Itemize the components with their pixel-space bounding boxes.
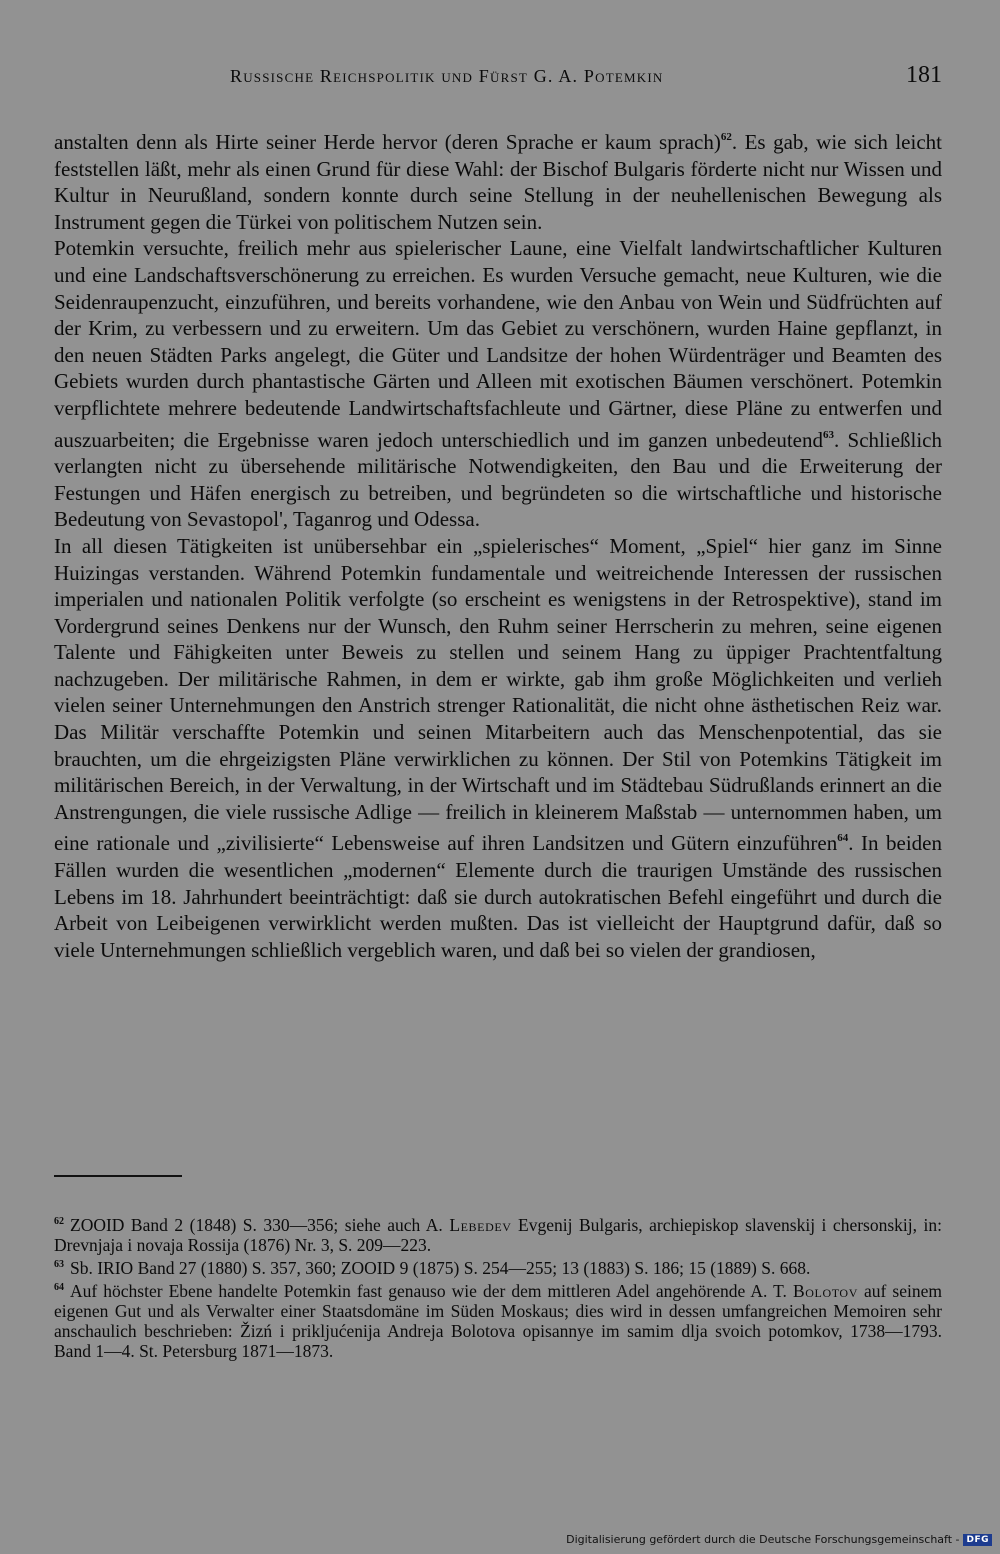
footnote-63-text: Sb. IRIO Band 27 (1880) S. 357, 360; ZOOID 9 (1875) S. 254—255; 13 (1883) S. 186; 15 (1889) S. 668.	[70, 1258, 811, 1278]
paragraph-2-text-a: Potemkin versuchte, freilich mehr aus spielerischer Laune, eine Vielfalt landwirtschaftlicher Kulturen und eine Landschaftsverschönerung zu erreichen. Es wurden Versuche gemacht, neue Kulturen, wie die Seidenraupenzucht, einzuführen, und bereits vorhandene, wie den Anbau von Wein und Südfrüchten auf der Krim, zu verbessern und zu erweitern. Um das Gebiet zu verschönern, wurden Haine gepflanzt, in den neuen Städten Parks angelegt, die Güter und Landsitze der hohen Würdenträger und Beamten des Gebiets wurden durch phantastische Gärten und Alleen mit exotischen Bäumen verschönert. Potemkin verpflichtete mehrere bedeutende Landwirtschaftsfachleute und Gärtner, diese Pläne zu entwerfen und auszuarbeiten; die Ergebnisse waren jedoch unterschiedlich und im ganzen unbedeutend	[54, 236, 942, 452]
page-number: 181	[906, 62, 942, 88]
footnote-ref-63[interactable]: 63	[823, 428, 835, 441]
footnote-ref-64[interactable]: 64	[837, 832, 849, 845]
paragraph-3-text-b: . In beiden Fällen wurden die wesentlichen „modernen“ Elemente durch die traurigen Umstände des russischen Lebens im 18. Jahrhundert beeinträchtigt: daß sie durch autokratischen Befehl eingeführt und durch die Arbeit von Leibeigenen verwirklicht werden mußten. Das ist vielleicht der Hauptgrund dafür, daß so viele Unternehmungen schließlich vergeblich waren, und daß bei so vielen der grandiosen,	[54, 831, 942, 962]
body-text	[54, 124, 942, 963]
footnote-separator	[54, 1175, 182, 1177]
footnotes	[54, 1212, 942, 1361]
footnote-64-author: Bolotov	[792, 1281, 858, 1301]
running-head: Russische Reichspolitik und Fürst G. A. Potemkin	[230, 66, 664, 86]
paragraph-3-text-a: In all diesen Tätigkeiten ist unübersehbar ein „spielerisches“ Moment, „Spiel“ hier ganz im Sinne Huizingas verstanden. Während Potemkin fundamentale und weitreichende Interessen der russischen imperialen und nationalen Politik verfolgte (so erscheint es wenigstens in der Retrospektive), stand im Vordergrund seines Denkens nur der Wunsch, den Ruhm seiner Herrscherin zu mehren, seine eigenen Talente und Fähigkeiten unter Beweis zu stellen und seinem Hang zu üppiger Prachtentfaltung nachzugeben. Der militärische Rahmen, in dem er wirkte, gab ihm große Möglichkeiten und verlieh vielen seiner Unternehmungen den Anstrich strenger Rationalität, die nicht ohne ästhetischen Reiz war. Das Militär verschaffte Potemkin und seinen Mitarbeitern auch das Menschenpotential, das sie brauchten, um die ehrgeizigsten Pläne verwirklichen zu können. Der Stil von Potemkins Tätigkeit im militärischen Bereich, in der Verwaltung, in der Wirtschaft und im Städtebau Südrußlands erinnert an die Anstrengungen, die viele russische Adlige — freilich in kleinerem Maßstab — unternommen haben, um eine rationale und „zivilisierte“ Lebensweise auf ihren Landsitzen und Gütern einzuführen	[54, 533, 942, 856]
page-header	[54, 62, 942, 96]
footnote-63	[54, 1255, 942, 1278]
paragraph-1-text-b: . Es gab, wie sich leicht feststellen läßt, mehr als einen Grund für diese Wahl: der Bischof Bulgaris förderte nicht nur Wissen und Kultur in Neurußland, sondern konnte durch seine Stellung in der neuhellenischen Bewegung als Instrument gegen die Türkei von politischem Nutzen sein.	[54, 130, 942, 234]
footnote-mark-63: 63	[54, 1259, 64, 1270]
footnote-mark-64: 64	[54, 1282, 64, 1293]
paragraph-1-text-a: anstalten denn als Hirte seiner Herde hervor (deren Sprache er kaum sprach)	[54, 130, 721, 154]
footnote-62-text-b: Evgenij Bulgaris, archiepiskop slavenskij i chersonskij, in: Drevnjaja i novaja Rossija (1876) Nr. 3, S. 209—223.	[54, 1215, 942, 1255]
footnote-62	[54, 1212, 942, 1255]
footnote-64-text-b: auf seinem eigenen Gut und als Verwalter einer Staatsdomäne im Süden Moskaus; dies wird in dessen umfangreichen Memoiren sehr anschaulich beschrieben: Žizń i prikljućenija Andreja Bolotova opisannye im samim dlja svoich potomkov, 1738—1793. Band 1—4. St. Petersburg 1871—1873.	[54, 1281, 943, 1361]
footnote-ref-62[interactable]: 62	[720, 131, 732, 143]
dfg-logo-icon: DFG	[963, 1534, 992, 1546]
paragraph-2	[54, 235, 942, 533]
paragraph-2-text-b: . Schließlich verlangten nicht zu übersehende militärische Notwendigkeiten, den Bau und die Erweiterung der Festungen und Häfen energisch zu betreiben, und begründeten so die wirtschaftliche und historische Bedeutung von Sevastopol', Taganrog und Odessa.	[54, 427, 943, 532]
credit-text: Digitalisierung gefördert durch die Deutsche Forschungsgemeinschaft -	[566, 1533, 960, 1546]
footnote-62-author: Lebedev	[449, 1215, 512, 1235]
digitization-credit	[566, 1533, 992, 1546]
footnote-mark-62: 62	[54, 1216, 64, 1227]
paragraph-1	[54, 124, 942, 235]
footnote-64-text-a: Auf höchster Ebene handelte Potemkin fast genauso wie der dem mittleren Adel angehörende A. T.	[70, 1281, 793, 1301]
footnote-62-text-a: ZOOID Band 2 (1848) S. 330—356; siehe auch A.	[70, 1215, 450, 1235]
paragraph-3	[54, 533, 942, 964]
footnote-64	[54, 1278, 942, 1361]
